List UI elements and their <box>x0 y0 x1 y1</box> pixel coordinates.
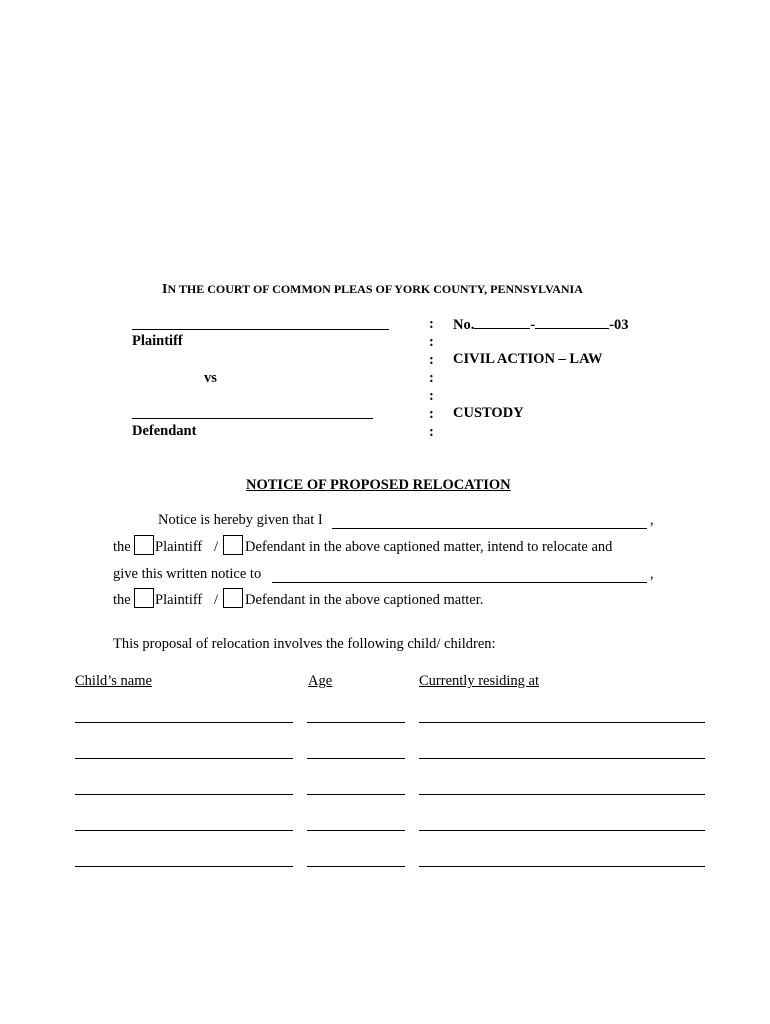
defendant-option-label: Defendant in the above captioned matter. <box>245 592 484 608</box>
case-number-blank-2[interactable] <box>535 316 609 329</box>
defendant-checkbox-2[interactable] <box>223 588 243 608</box>
child-residence-field[interactable] <box>419 794 705 795</box>
plaintiff-option-label: Plaintiff <box>155 539 203 555</box>
notice-title: NOTICE OF PROPOSED RELOCATION <box>246 477 511 493</box>
comma: , <box>650 512 654 528</box>
children-intro: This proposal of relocation involves the following child/ children: <box>113 636 496 652</box>
slash: / <box>214 539 219 555</box>
child-name-field[interactable] <box>75 794 293 795</box>
case-number <box>453 316 629 334</box>
court-heading-rest: N THE COURT OF COMMON PLEAS OF YORK COUNTY, PENNSYLVANIA <box>167 282 583 296</box>
column-header-child-name: Child’s name <box>75 673 152 689</box>
notice-line-3: give this written notice to <box>113 566 262 582</box>
case-number-suffix: -03 <box>609 317 629 333</box>
defendant-label: Defendant <box>132 423 197 439</box>
the-label: the <box>113 592 131 608</box>
child-residence-field[interactable] <box>419 866 705 867</box>
column-header-residing-at: Currently residing at <box>419 673 540 689</box>
child-age-field[interactable] <box>307 794 405 795</box>
court-heading <box>162 282 583 298</box>
child-name-field[interactable] <box>75 830 293 831</box>
column-header-age: Age <box>308 673 333 689</box>
plaintiff-name-field[interactable] <box>132 329 389 330</box>
caption-colon: : <box>429 424 434 440</box>
caption-colon: : <box>429 370 434 386</box>
plaintiff-label: Plaintiff <box>132 333 183 349</box>
plaintiff-checkbox-2[interactable] <box>134 588 154 608</box>
defendant-name-field[interactable] <box>132 418 373 419</box>
caption-colon: : <box>429 352 434 368</box>
caption-colon: : <box>429 334 434 350</box>
caption-colon: : <box>429 388 434 404</box>
caption-colon: : <box>429 316 434 332</box>
child-age-field[interactable] <box>307 830 405 831</box>
vs-label: vs <box>204 370 217 386</box>
case-number-dash: - <box>530 317 536 333</box>
relocating-party-name-field[interactable] <box>332 528 647 529</box>
slash: / <box>214 592 219 608</box>
child-name-field[interactable] <box>75 866 293 867</box>
child-residence-field[interactable] <box>419 830 705 831</box>
child-name-field[interactable] <box>75 722 293 723</box>
child-residence-field[interactable] <box>419 722 705 723</box>
notified-party-name-field[interactable] <box>272 582 647 583</box>
civil-action-label: CIVIL ACTION – LAW <box>453 351 603 367</box>
custody-label: CUSTODY <box>453 405 524 421</box>
child-age-field[interactable] <box>307 758 405 759</box>
the-label: the <box>113 539 131 555</box>
case-number-blank-1[interactable] <box>474 316 530 329</box>
comma: , <box>650 566 654 582</box>
court-heading-initial: I <box>162 282 168 297</box>
caption-colon: : <box>429 406 434 422</box>
defendant-option-label: Defendant in the above captioned matter, intend to relocate and <box>245 539 613 555</box>
child-age-field[interactable] <box>307 866 405 867</box>
child-name-field[interactable] <box>75 758 293 759</box>
plaintiff-option-label: Plaintiff <box>155 592 203 608</box>
child-age-field[interactable] <box>307 722 405 723</box>
notice-line-1: Notice is hereby given that I <box>158 512 323 528</box>
plaintiff-checkbox-1[interactable] <box>134 535 154 555</box>
defendant-checkbox-1[interactable] <box>223 535 243 555</box>
case-number-prefix: No. <box>453 317 475 333</box>
child-residence-field[interactable] <box>419 758 705 759</box>
